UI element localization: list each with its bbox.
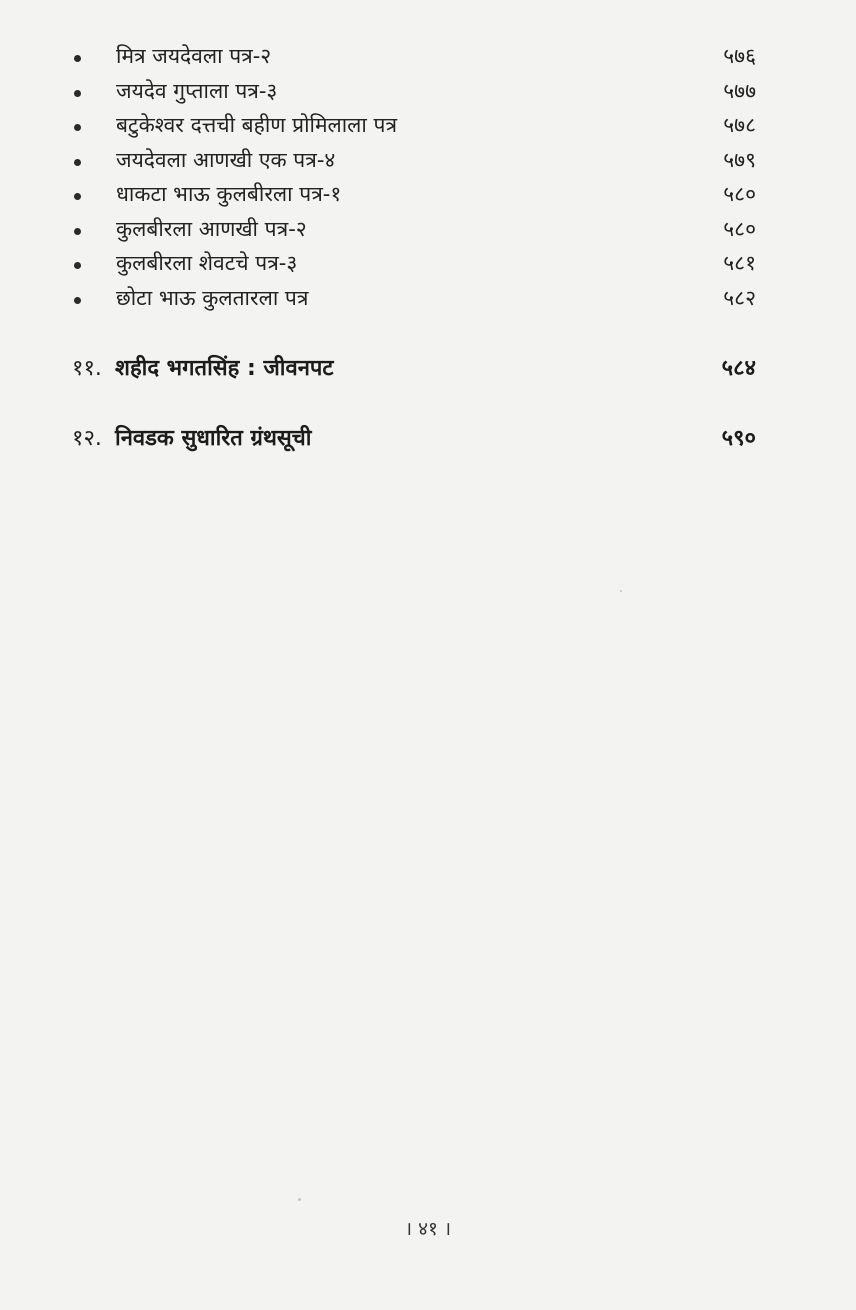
chapter-number: ११. (72, 356, 102, 381)
toc-item-title: कुलबीरला शेवटचे पत्र-३ (116, 251, 298, 275)
toc-item-title: कुलबीरला आणखी पत्र-२ (116, 216, 307, 241)
toc-item-title: जयदेवला आणखी एक पत्र-४ (116, 147, 336, 172)
toc-item-title: मित्र जयदेवला पत्र-२ (116, 44, 272, 68)
list-item (0, 245, 856, 280)
chapter-title: शहीद भगतसिंह : जीवनपट (115, 356, 334, 381)
toc-item-title: जयदेव गुप्ताला पत्र-३ (116, 78, 278, 103)
toc-item-title: छोटा भाऊ कुलतारला पत्र (116, 285, 309, 310)
bullet-icon (74, 228, 81, 235)
toc-chapter-11 (0, 352, 856, 386)
toc-item-page: ५८० (723, 216, 756, 241)
paper-speck (620, 590, 622, 592)
toc-item-page: ५८१ (723, 251, 756, 275)
toc-item-page: ५८२ (723, 285, 756, 310)
toc-item-page: ५८० (723, 182, 756, 206)
chapter-number: १२. (72, 426, 102, 451)
toc-letter-list (0, 38, 856, 314)
toc-item-page: ५७६ (723, 44, 756, 68)
toc-item-title: बटुकेश्वर दत्तची बहीण प्रोमिलाला पत्र (116, 113, 398, 137)
bullet-icon (74, 90, 81, 97)
chapter-title: निवडक सुधारित ग्रंथसूची (115, 426, 312, 451)
chapter-page: ५८४ (721, 356, 756, 381)
list-item (0, 73, 856, 108)
bullet-icon (74, 55, 81, 62)
list-item (0, 142, 856, 177)
paper-speck (298, 1198, 301, 1201)
toc-chapter-12 (0, 422, 856, 456)
page-number: । ४१ । (404, 1218, 452, 1240)
list-item (0, 107, 856, 142)
bullet-icon (74, 124, 81, 131)
chapter-page: ५९० (721, 426, 756, 451)
list-item (0, 176, 856, 211)
list-item (0, 280, 856, 315)
bullet-icon (74, 297, 81, 304)
toc-item-title: धाकटा भाऊ कुलबीरला पत्र-१ (116, 182, 342, 206)
bullet-icon (74, 262, 81, 269)
list-item (0, 211, 856, 246)
toc-item-page: ५७८ (723, 113, 756, 137)
toc-item-page: ५७७ (723, 78, 756, 103)
bullet-icon (74, 159, 81, 166)
bullet-icon (74, 193, 81, 200)
toc-item-page: ५७९ (723, 147, 756, 172)
list-item (0, 38, 856, 73)
